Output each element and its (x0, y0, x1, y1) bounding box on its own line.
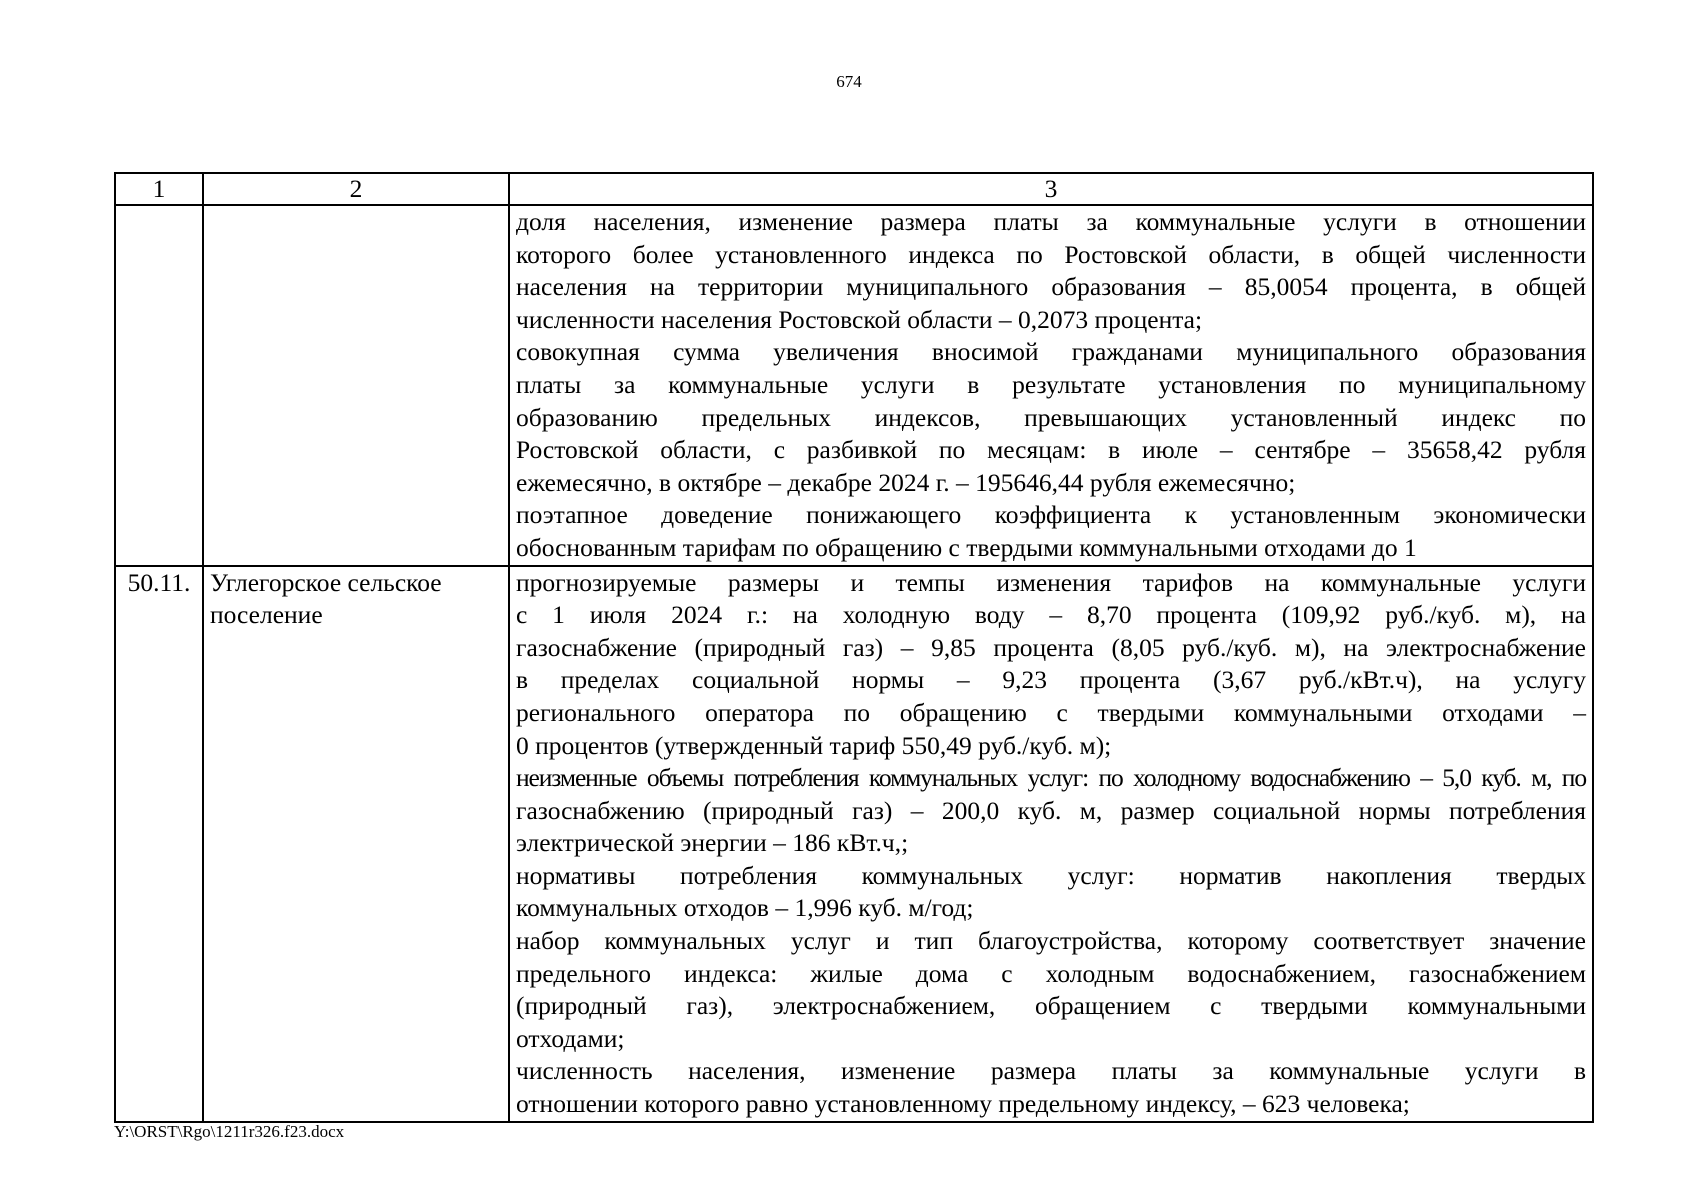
text-line: обоснованным тарифам по обращению с твердыми коммунальными отходами до 1 (516, 532, 1417, 562)
table-row-50-11 (115, 566, 1593, 1122)
text-line: доля населения, изменение размера платы за коммунальные услуги в отношении (516, 207, 1586, 236)
row-number-cell (115, 205, 203, 566)
table-header-row (115, 173, 1593, 205)
text-line: 0 процентов (утвержденный тариф 550,49 руб./куб. м); (516, 730, 1112, 760)
text-line: численности населения Ростовской области – 0,2073 процента; (516, 304, 1203, 334)
text-line: прогнозируемые размеры и темпы изменения тарифов на коммунальные услуги (516, 567, 1586, 597)
text-line: ежемесячно, в октябре – декабре 2024 г. – 195646,44 рубля ежемесячно; (516, 467, 1296, 497)
text-line: с 1 июля 2024 г.: на холодную воду – 8,70 процента (109,92 руб./куб. м), на (516, 600, 1586, 630)
text-line: которого более установленного индекса по Ростовской области, в общей численности (516, 239, 1586, 269)
row-number: 50.11. (115, 566, 203, 1122)
settlement-name: Углегорское сельское поселение (203, 566, 509, 1122)
header-cell-2: 2 (203, 173, 509, 205)
header-cell-3: 3 (509, 173, 1593, 205)
text-line: нормативы потребления коммунальных услуг: норматив накопления твердых (516, 860, 1586, 890)
text-line: в пределах социальной нормы – 9,23 процента (3,67 руб./кВт.ч), на услугу (516, 665, 1586, 695)
text-line: поэтапное доведение понижающего коэффициента к установленным экономически (516, 500, 1586, 530)
text-line: Ростовской области, с разбивкой по месяцам: в июле – сентябре – 35658,42 рубля (516, 435, 1586, 465)
text-line: платы за коммунальные услуги в результате установления по муниципальному (516, 369, 1586, 399)
row-name-cell (203, 205, 509, 566)
text-line: коммунальных отходов – 1,996 куб. м/год; (516, 893, 974, 923)
text-line: (природный газ), электроснабжением, обращением с твердыми коммунальными (516, 991, 1586, 1021)
file-path-footer: Y:\ORST\Rgo\1211r326.f23.docx (114, 1122, 345, 1141)
text-line: электрической энергии – 186 кВт.ч,; (516, 828, 909, 858)
text-line: отходами; (516, 1023, 625, 1053)
document-table (114, 172, 1594, 1123)
page-number: 674 (836, 72, 862, 91)
row-text-cell (509, 566, 1593, 1122)
text-line: предельного индекса: жилые дома с холодным водоснабжением, газоснабжением (516, 958, 1586, 988)
header-cell-1: 1 (115, 173, 203, 205)
row-text-cell (509, 205, 1593, 566)
text-line: совокупная сумма увеличения вносимой гражданами муниципального образования (516, 337, 1586, 367)
text-line: набор коммунальных услуг и тип благоустройства, которому соответствует значение (516, 926, 1586, 956)
text-line: газоснабжению (природный газ) – 200,0 куб. м, размер социальной нормы потребления (516, 795, 1586, 825)
table-row-continuation (115, 205, 1593, 566)
text-line: регионального оператора по обращению с твердыми коммунальными отходами – (516, 697, 1586, 727)
text-line: отношении которого равно установленному предельному индексу, – 623 человека; (516, 1089, 1410, 1119)
text-line: образованию предельных индексов, превышающих установленный индекс по (516, 402, 1586, 432)
text-line: населения на территории муниципального образования – 85,0054 процента, в общей (516, 272, 1586, 302)
text-line: газоснабжение (природный газ) – 9,85 процента (8,05 руб./куб. м), на электроснабжение (516, 632, 1586, 662)
text-line: численность населения, изменение размера платы за коммунальные услуги в (516, 1056, 1586, 1086)
text-line: неизменные объемы потребления коммунальных услуг: по холодному водоснабжению – 5,0 куб. м, по (516, 763, 1586, 793)
